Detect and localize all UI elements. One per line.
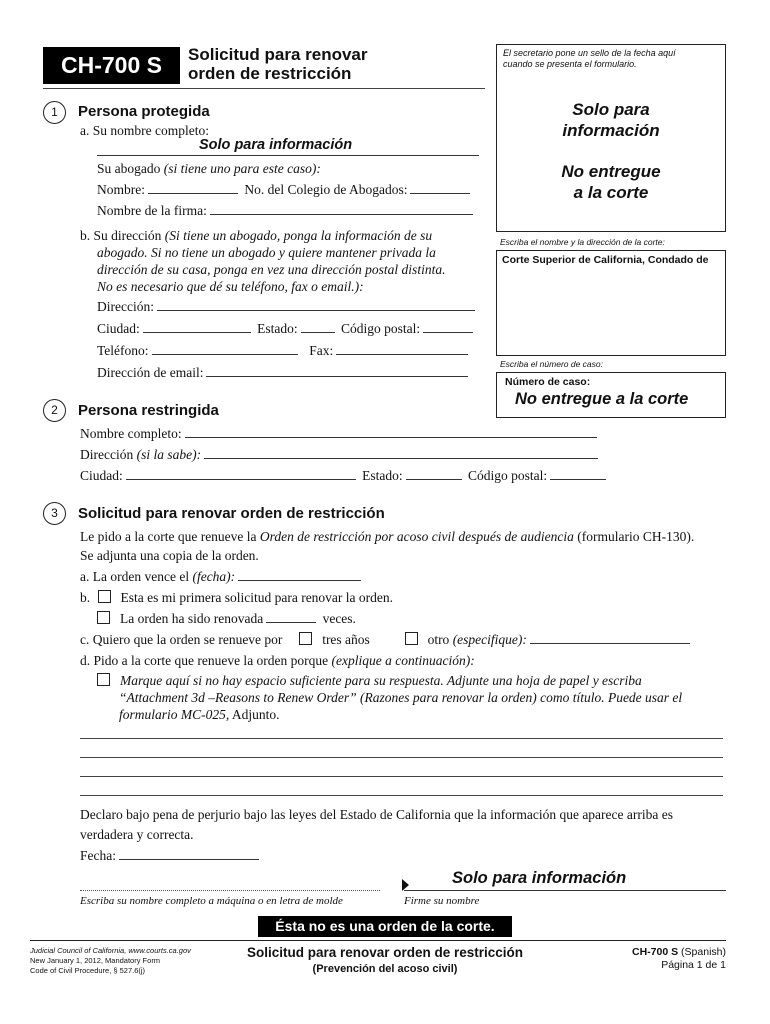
restrained-address-row xyxy=(80,446,601,463)
other-period-field[interactable] xyxy=(530,631,690,644)
state-label: Estado: xyxy=(257,321,298,336)
lawyer-label: Su abogado xyxy=(97,161,161,176)
clerk-stamp-box[interactable] xyxy=(496,44,726,232)
restrained-zip-field[interactable] xyxy=(550,467,606,480)
footer-language: (Spanish) xyxy=(681,946,726,958)
address-field[interactable] xyxy=(157,298,475,311)
attachment-line1: Marque aquí si no hay espacio suficiente para su respuesta. Adjunte una hoja de papel y escriba xyxy=(120,673,642,688)
form-code: CH-700 S xyxy=(61,52,162,78)
three-years-label: tres años xyxy=(322,632,370,647)
case-number-box[interactable] xyxy=(496,372,726,418)
footer-title: Solicitud para renovar orden de restricción xyxy=(246,945,524,960)
address-note-line3: dirección de su casa, ponga en vez una dirección postal distinta. xyxy=(97,262,446,277)
signature-value: Solo para información xyxy=(452,869,627,887)
bar-number-field[interactable] xyxy=(410,181,470,194)
bar-number-label: No. del Colegio de Abogados: xyxy=(244,182,408,197)
reason-line-4[interactable] xyxy=(80,795,723,796)
footer-code-ref: Code of Civil Procedure, § 527.6(j) xyxy=(30,966,146,975)
zip-label: Código postal: xyxy=(341,321,421,336)
fax-field[interactable] xyxy=(336,342,468,355)
section1-b-block xyxy=(80,227,445,295)
email-label: Dirección de email: xyxy=(97,365,204,380)
protected-phone-row xyxy=(97,342,471,359)
lawyer-name-label: Nombre: xyxy=(97,182,145,197)
footer-form-code: CH-700 S xyxy=(632,946,679,958)
date-label: Fecha: xyxy=(80,848,116,863)
renew-intro-pre: Le pido a la corte que renueve la xyxy=(80,529,257,544)
attachment-checkbox[interactable] xyxy=(97,673,110,686)
lawyer-row xyxy=(97,160,321,177)
section3-c-row xyxy=(80,631,693,648)
restrained-state-label: Estado: xyxy=(362,468,403,483)
expiry-label: La orden vence el xyxy=(92,569,190,584)
court-box[interactable] xyxy=(496,250,726,356)
sign-label: Firme su nombre xyxy=(404,895,480,907)
banner-text: Ésta no es una orden de la corte. xyxy=(275,918,495,934)
section1-title: Persona protegida xyxy=(78,103,210,120)
clerk-note xyxy=(503,48,676,70)
header-rule xyxy=(43,88,485,89)
city-field[interactable] xyxy=(143,320,251,333)
section3-title: Solicitud para renovar orden de restricción xyxy=(78,505,385,522)
footer-revision: New January 1, 2012, Mandatory Form xyxy=(30,956,161,965)
footer-right xyxy=(560,946,726,972)
print-name-label: Escriba su nombre completo a máquina o en letra de molde xyxy=(80,895,343,907)
court-box-label: Escriba el nombre y la dirección de la corte: xyxy=(500,237,665,247)
reason-line-2[interactable] xyxy=(80,757,723,758)
attachment-line3-post: Adjunto. xyxy=(231,707,280,722)
restrained-city-field[interactable] xyxy=(126,467,356,480)
firm-field[interactable] xyxy=(210,202,473,215)
restrained-address-label: Dirección xyxy=(80,447,134,462)
section3-d-row xyxy=(80,652,475,669)
attachment-form-ref: formulario MC-025, xyxy=(119,707,230,722)
reason-line-1[interactable] xyxy=(80,738,723,739)
address-note-line4: No es necesario que dé su teléfono, fax o email.): xyxy=(97,279,364,294)
declaration-text xyxy=(80,805,673,845)
form-title-line2: orden de restricción xyxy=(188,64,352,83)
restrained-city-row xyxy=(80,467,609,484)
phone-label: Teléfono: xyxy=(97,343,149,358)
section2-title: Persona restringida xyxy=(78,402,219,419)
renewed-before-checkbox[interactable] xyxy=(97,611,110,624)
lawyer-name-field[interactable] xyxy=(148,181,238,194)
section3-number: 3 xyxy=(43,502,66,525)
full-name-label: Su nombre completo: xyxy=(92,123,209,138)
other-period-checkbox[interactable] xyxy=(405,632,418,645)
date-row xyxy=(80,847,262,864)
letter-3c: c. xyxy=(80,632,90,647)
letter-3b: b. xyxy=(80,590,91,605)
stamp-line2: información xyxy=(562,121,660,140)
footer-left xyxy=(30,946,191,976)
address-intro: Su dirección xyxy=(93,228,162,243)
form-title-line1: Solicitud para renovar xyxy=(188,45,368,64)
stamp-line3: No entregue xyxy=(561,162,661,181)
protected-city-row xyxy=(97,320,476,337)
renewed-before-label: La orden ha sido renovada xyxy=(120,611,264,626)
section3-b-row2 xyxy=(97,610,356,627)
footer-rule xyxy=(30,940,726,941)
letter-a: a. xyxy=(80,123,90,138)
address-label: Dirección: xyxy=(97,299,154,314)
address-note-line1: (Si tiene un abogado, ponga la información de su xyxy=(164,228,433,243)
renew-period-label: Quiero que la orden se renueve por xyxy=(92,632,283,647)
fax-label: Fax: xyxy=(309,343,334,358)
section3-a-row xyxy=(80,568,364,585)
city-label: Ciudad: xyxy=(97,321,140,336)
restrained-name-label: Nombre completo: xyxy=(80,426,182,441)
clerk-note-line1: El secretario pone un sello de la fecha aquí xyxy=(503,48,676,58)
phone-field[interactable] xyxy=(152,342,298,355)
case-number-value: No entregue a la corte xyxy=(515,390,689,408)
renew-intro xyxy=(80,528,694,564)
restrained-name-row xyxy=(80,425,600,442)
date-field[interactable] xyxy=(119,847,259,860)
restrained-address-hint: (si la sabe): xyxy=(136,447,202,462)
renewed-times-suffix: veces. xyxy=(322,611,356,626)
section1-a-row xyxy=(80,122,209,139)
restrained-state-field[interactable] xyxy=(406,467,462,480)
printed-name-field[interactable] xyxy=(80,876,380,891)
state-field[interactable] xyxy=(301,320,335,333)
reason-hint: (explique a continuación): xyxy=(331,653,475,668)
firm-label: Nombre de la firma: xyxy=(97,203,207,218)
declaration-line1: Declaro bajo pena de perjurio bajo las leyes del Estado de California que la información que aparece arriba es xyxy=(80,807,673,822)
footer-subtitle: (Prevención del acoso civil) xyxy=(312,963,458,975)
form-code-box xyxy=(43,47,180,84)
lawyer-name-row xyxy=(97,181,473,198)
letter-3d: d. xyxy=(80,653,91,668)
declaration-line2: verdadera y correcta. xyxy=(80,827,194,842)
restrained-city-label: Ciudad: xyxy=(80,468,123,483)
restrained-zip-label: Código postal: xyxy=(468,468,548,483)
reason-line-3[interactable] xyxy=(80,776,723,777)
email-field[interactable] xyxy=(206,364,468,377)
signature-field[interactable] xyxy=(404,869,726,891)
stamp-line4: a la corte xyxy=(573,183,649,202)
restrained-address-field[interactable] xyxy=(204,446,598,459)
protected-address-row xyxy=(97,298,478,315)
protected-email-row xyxy=(97,364,471,381)
protected-name-value: Solo para información xyxy=(199,137,353,153)
case-box-label: Escriba el número de caso: xyxy=(500,359,603,369)
section2-number: 2 xyxy=(43,399,66,422)
letter-3a: a. xyxy=(80,569,90,584)
renew-intro-order-name: Orden de restricción por acoso civil después de audiencia xyxy=(259,529,574,544)
first-request-checkbox[interactable] xyxy=(98,590,111,603)
renew-intro-line2: Se adjunta una copia de la orden. xyxy=(80,548,259,563)
section3-b-row1 xyxy=(80,589,393,606)
section1-number: 1 xyxy=(43,101,66,124)
renewed-times-field[interactable] xyxy=(266,610,316,623)
address-note-line2: abogado. Si no tiene un abogado y quiere mantener privada la xyxy=(97,245,436,260)
firm-row xyxy=(97,202,476,219)
lawyer-hint: (si tiene uno para este caso): xyxy=(163,161,321,176)
footer-page-number: Página 1 de 1 xyxy=(661,959,726,971)
expiry-date-field[interactable] xyxy=(238,568,361,581)
attachment-line2: “Attachment 3d –Reasons to Renew Order” (Razones para renovar la orden) como título. Puede usar el xyxy=(119,690,683,705)
first-request-label: Esta es mi primera solicitud para renovar la orden. xyxy=(120,590,394,605)
court-box-value: Corte Superior de California, Condado de xyxy=(502,254,709,266)
restrained-name-field[interactable] xyxy=(185,425,597,438)
three-years-checkbox[interactable] xyxy=(299,632,312,645)
stamp-line1: Solo para xyxy=(572,100,650,119)
other-period-hint: (especifique): xyxy=(452,632,527,647)
footer-publisher: Judicial Council of California, www.courts.ca.gov xyxy=(30,946,191,955)
expiry-hint: (fecha): xyxy=(192,569,236,584)
form-title xyxy=(188,45,368,83)
not-court-order-banner xyxy=(258,916,512,937)
case-number-label: Número de caso: xyxy=(505,376,591,388)
footer-center xyxy=(200,944,570,976)
clerk-note-line2: cuando se presenta el formulario. xyxy=(503,59,637,69)
attachment-block xyxy=(97,672,682,723)
letter-b: b. xyxy=(80,228,91,243)
reason-label: Pido a la corte que renueve la orden porque xyxy=(93,653,329,668)
other-period-label: otro xyxy=(427,632,450,647)
clerk-stamp-text xyxy=(497,99,725,203)
protected-name-field[interactable] xyxy=(97,138,479,156)
zip-field[interactable] xyxy=(423,320,473,333)
renew-intro-post: (formulario CH-130). xyxy=(577,529,695,544)
